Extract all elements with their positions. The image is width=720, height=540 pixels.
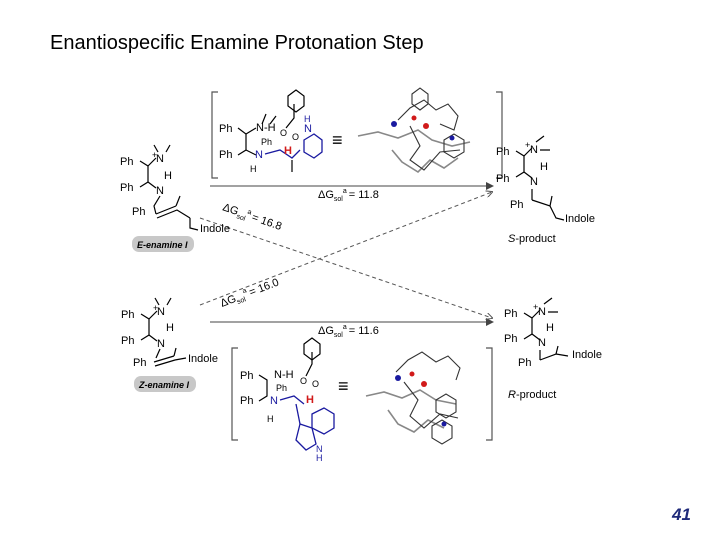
ts-bot-o2: O xyxy=(312,379,320,389)
svg-text:Ph: Ph xyxy=(496,173,510,185)
bottom-ts-2d-structure xyxy=(240,338,334,463)
svg-text:Ph: Ph xyxy=(120,156,134,168)
ts-bot-ph-2: Ph xyxy=(240,395,254,407)
svg-text:Ph: Ph xyxy=(504,333,518,345)
top-indole-ring xyxy=(304,134,322,158)
svg-text:H: H xyxy=(166,322,174,334)
ts-top-h-red: H xyxy=(284,145,292,157)
svg-text:Indole: Indole xyxy=(200,223,230,235)
svg-text:+: + xyxy=(153,303,159,313)
svg-text:Ph: Ph xyxy=(132,206,146,218)
svg-text:N: N xyxy=(530,144,538,156)
ts-top-o2: O xyxy=(292,132,300,142)
svg-text:Ph: Ph xyxy=(518,357,532,369)
ts-top-h1: H xyxy=(250,164,257,174)
svg-text:+: + xyxy=(525,140,531,150)
svg-text:N: N xyxy=(157,306,165,318)
svg-text:ΔGsola= 11.6: $\Delta G_{sol}^a = 11.6$ xyxy=(318,324,379,339)
energy-z-to-s xyxy=(218,276,281,312)
top-ts-3d-model xyxy=(358,88,470,172)
bottom-indole-ring xyxy=(312,408,334,434)
ts-top-o1: O xyxy=(280,128,288,138)
top-right-bracket xyxy=(496,92,502,178)
r-product-structure xyxy=(504,298,602,369)
svg-text:Indole: Indole xyxy=(565,213,595,225)
top-ts-2d-structure xyxy=(219,90,322,174)
svg-text:Ph: Ph xyxy=(120,182,134,194)
ts-bot-ph-3: Ph xyxy=(276,383,288,393)
r-product-label: R-product xyxy=(508,389,557,401)
bottom-transition-state xyxy=(232,338,492,463)
svg-text:Indole: Indole xyxy=(572,349,602,361)
svg-text:N: N xyxy=(156,185,164,197)
e-enamine-label: E-enamine I xyxy=(137,240,188,250)
ts-top-ph-1: Ph xyxy=(219,123,233,135)
s-product-label: S-product xyxy=(508,233,556,245)
top-phenyl-ring xyxy=(288,90,304,112)
top-equiv-sign: ≡ xyxy=(332,130,343,150)
ts-bot-h1: H xyxy=(267,414,274,424)
top-left-bracket xyxy=(212,92,218,178)
svg-text:N: N xyxy=(530,176,538,188)
svg-text:Indole: Indole xyxy=(188,353,218,365)
z-enamine-structure xyxy=(121,298,218,369)
ts-top-indole-n: N xyxy=(304,123,312,135)
top-transition-state xyxy=(212,88,502,178)
bottom-equiv-sign: ≡ xyxy=(338,376,349,396)
z-enamine-label: Z-enamine I xyxy=(139,380,190,390)
svg-text:N: N xyxy=(156,153,164,165)
svg-text:ΔGsola= 16.8: $\Delta G_{sol}^a= 16.8$ xyxy=(221,201,284,233)
bottom-right-bracket xyxy=(486,348,492,440)
slide-title: Enantiospecific Enamine Protonation Step xyxy=(50,32,424,54)
svg-text:+: + xyxy=(152,150,158,160)
page-number: 41 xyxy=(672,505,691,524)
ts-bot-indole-h: H xyxy=(316,453,323,463)
e-enamine-structure xyxy=(120,145,233,235)
svg-text:Ph: Ph xyxy=(133,357,147,369)
energy-z-to-r xyxy=(318,324,379,339)
svg-text:H: H xyxy=(164,170,172,182)
ts-bot-n: N xyxy=(270,395,278,407)
bottom-ts-3d-model xyxy=(366,352,460,444)
svg-text:H: H xyxy=(540,161,548,173)
ts-top-indole-h: H xyxy=(304,114,311,124)
ts-bot-indole-n: N xyxy=(316,444,323,454)
energy-e-to-s xyxy=(318,188,379,203)
ts-top-ph-2: Ph xyxy=(219,149,233,161)
svg-text:ΔGsola= 11.8: $\Delta G_{sol}^a = 11.8$ xyxy=(318,188,379,203)
ts-bot-ph-1: Ph xyxy=(240,370,254,382)
ts-top-nh: N-H xyxy=(256,122,276,134)
svg-text:Ph: Ph xyxy=(121,335,135,347)
ts-bot-h-red: H xyxy=(306,394,314,406)
svg-text:+: + xyxy=(533,302,539,312)
svg-text:N: N xyxy=(157,338,165,350)
s-product-structure xyxy=(496,136,595,225)
svg-text:Ph: Ph xyxy=(510,199,524,211)
svg-text:ΔGsola= 16.0: $\Delta G_{sol}^a= 16.0$ xyxy=(218,276,281,310)
svg-text:H: H xyxy=(546,322,554,334)
ts-bot-o1: O xyxy=(300,376,308,386)
bottom-left-bracket xyxy=(232,348,238,440)
ts-top-n: N xyxy=(255,149,263,161)
svg-text:N: N xyxy=(538,306,546,318)
ts-bot-nh: N-H xyxy=(274,369,294,381)
ts-top-ph-3: Ph xyxy=(261,137,273,147)
svg-text:Ph: Ph xyxy=(504,308,518,320)
svg-text:N: N xyxy=(538,337,546,349)
svg-text:Ph: Ph xyxy=(121,309,135,321)
svg-text:Ph: Ph xyxy=(496,146,510,158)
